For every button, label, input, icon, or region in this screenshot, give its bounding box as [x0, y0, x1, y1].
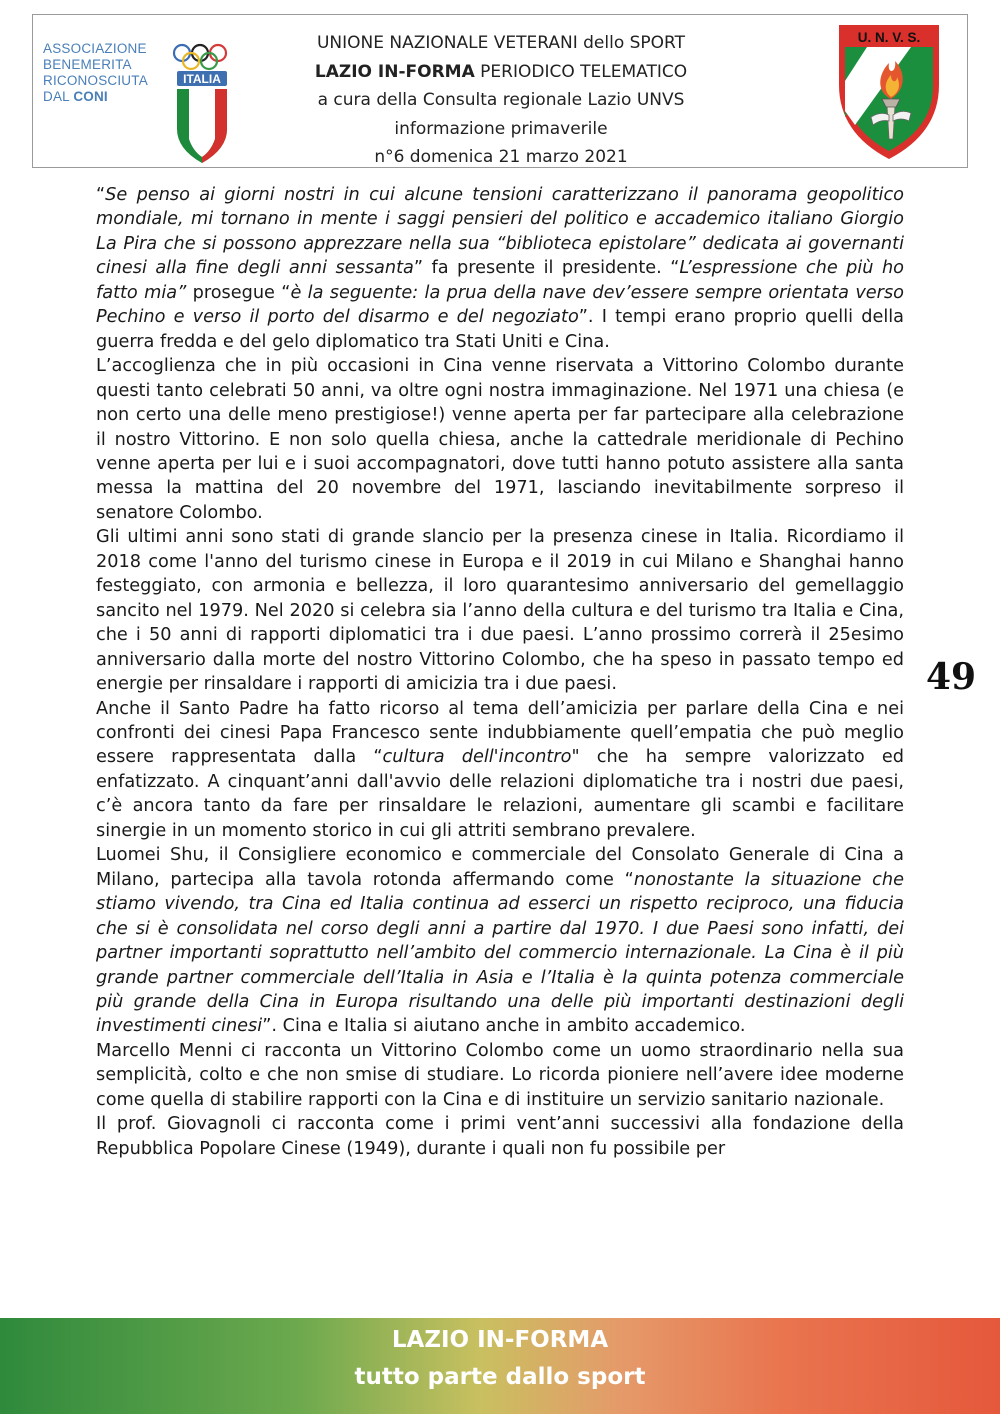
- p1-text: ” fa presente il presidente. “: [413, 258, 680, 279]
- coni-line-2: BENEMERITA: [43, 57, 132, 72]
- page-number: 49: [926, 656, 977, 698]
- header-line-3: a cura della Consulta regionale Lazio UNVS: [317, 90, 685, 110]
- p1-open-quote: “: [96, 185, 106, 205]
- p5-quote-italic: nonostante la situazione che stiamo vivendo, tra Cina ed Italia continua ad esserci un rispetto reciproco, una fiducia che si è consolidata nel corso degli anni a partire dal 1970. I due Paesi sono infatti, dei partner importanti soprattutto nell’ambito del commercio internazionale. La Cina è il più grande partner commerciale dell’Italia in Asia e l’Italia è la quinta potenza commerciale più grande della Cina in Europa risultando una delle più importanti destinazioni degli investimenti cinesi: [96, 869, 904, 1037]
- header-masthead: [263, 29, 739, 172]
- paragraph-7: Il prof. Giovagnoli ci racconta come i primi vent’anni successivi alla fondazione della Repubblica Popolare Cinese (1949), durante i quali non fu possibile per: [96, 1114, 904, 1159]
- paragraph-3: Gli ultimi anni sono stati di grande slancio per la presenza cinese in Italia. Ricordiamo il 2018 come l'anno del turismo cinese in Europa e il 2019 in cui Milano e Shanghai hanno festeggiato, con armonia e bellezza, il loro quarantesimo anniversario del gemellaggio sancito nel 1979. Nel 2020 si celebra sia l’anno della cultura e del turismo tra Italia e Cina, che i 50 anni di rapporti diplomatici tra i due paesi. L’anno prossimo correrà il 25esimo anniversario dalla morte del nostro Vittorino Colombo, che ha speso in passato tempo ed energie per rinsaldare i rapporti di amicizia tra i due paesi.: [96, 527, 904, 695]
- italia-label: ITALIA: [183, 72, 221, 86]
- p1-quote-italic-2: L’espressione che più ho fatto mia”: [96, 258, 904, 303]
- unvs-label: U. N. V. S.: [857, 30, 921, 45]
- header-line-4: informazione primaverile: [394, 118, 608, 139]
- coni-line-3: RICONOSCIUTA: [43, 73, 148, 88]
- coni-dal: DAL: [43, 89, 74, 104]
- footer-subtitle: tutto parte dallo sport: [354, 1364, 646, 1390]
- paragraph-5: [96, 843, 904, 1039]
- footer-title: LAZIO IN-FORMA: [391, 1327, 609, 1353]
- paragraph-2: L’accoglienza che in più occasioni in Cina venne riservata a Vittorino Colombo durante questi tanto celebrati 50 anni, va oltre ogni nostra immaginazione. Nel 1971 una chiesa (e non certo una delle meno prestigiose!) venne aperta per far partecipare alla celebrazione il nostro Vittorino. E non solo quella chiesa, anche la cattedrale meridionale di Pechino venne aperta per lui e i suoi accompagnatori, dove tutti hanno potuto assistere alla santa messa la mattina del 20 novembre del 1971, lasciando inevitabilmente sorpreso il senatore Colombo.: [96, 356, 904, 523]
- p1-quote-italic: Se penso ai giorni nostri in cui alcune tensioni caratterizzano il panorama geopolitico mondiale, mi tornano in mente i saggi pensieri del politico e accademico italiano Giorgio La Pira che si possono apprezzare nella sua “biblioteca epistolare” dedicata ai governanti cinesi alla fine degli anni sessanta: [96, 185, 904, 279]
- coni-italia-logo: [41, 39, 231, 165]
- shield-white: [189, 89, 215, 157]
- paragraph-6: Marcello Menni ci racconta un Vittorino Colombo come un uomo straordinario nella sua semplicità, colto e che non smise di studiare. Lo ricorda pioniere nell’avere idee moderne come quella di stabilire rapporti con la Cina e di instituire un servizio sanitario nazionale.: [96, 1040, 904, 1110]
- p1-text-3: ”. I tempi erano proprio quelli della guerra fredda e del gelo diplomatico tra Stati Uniti e Cina.: [96, 307, 904, 352]
- paragraph-1: [96, 183, 904, 354]
- coni-line-1: ASSOCIAZIONE: [43, 41, 147, 56]
- p1-text-2: prosegue “: [186, 282, 291, 303]
- header-line-2-rest: PERIODICO TELEMATICO: [474, 61, 688, 82]
- p4-text: Anche il Santo Padre ha fatto ricorso al tema dell’amicizia per parlare della Cina e nei confronti dei cinesi Papa Francesco sente indubbiamente quell’empatia che può meglio essere rappresentata dalla “: [96, 698, 904, 768]
- article-body: [96, 183, 904, 1161]
- p5-text-2: ”. Cina e Italia si aiutano anche in ambito accademico.: [262, 1016, 746, 1037]
- coni-bold: CONI: [73, 89, 108, 104]
- header-line-2: [263, 58, 739, 87]
- header-line-1: UNIONE NAZIONALE VETERANI dello SPORT: [316, 33, 686, 53]
- unvs-shield-logo: [835, 21, 943, 163]
- header-box: [32, 14, 968, 168]
- p5-text: Luomei Shu, il Consigliere economico e commerciale del Consolato Generale di Cina a Milano, partecipa alla tavola rotonda affermando come “: [96, 845, 904, 890]
- header-line-5: n°6 domenica 21 marzo 2021: [374, 147, 628, 167]
- p4-text-2: " che ha sempre valorizzato ed enfatizzato. A cinquant’anni dall'avvio delle relazioni diplomatiche tra i nostri due paesi, c’è ancora tanto da fare per rinsaldare le relazioni, aumentare gli scambi e facilitare sinergie in un momento storico in cui gli attriti sembrano prevalere.: [96, 747, 904, 841]
- p1-quote-italic-3: è la seguente: la prua della nave dev’essere sempre orientata verso Pechino e verso il porto del disarmo e del negoziato: [96, 282, 904, 328]
- paragraph-4: [96, 697, 904, 844]
- footer-banner: [0, 1318, 1000, 1414]
- header-line-2-bold: LAZIO IN-FORMA: [314, 61, 475, 82]
- p4-italic: cultura dell'incontro: [382, 747, 572, 768]
